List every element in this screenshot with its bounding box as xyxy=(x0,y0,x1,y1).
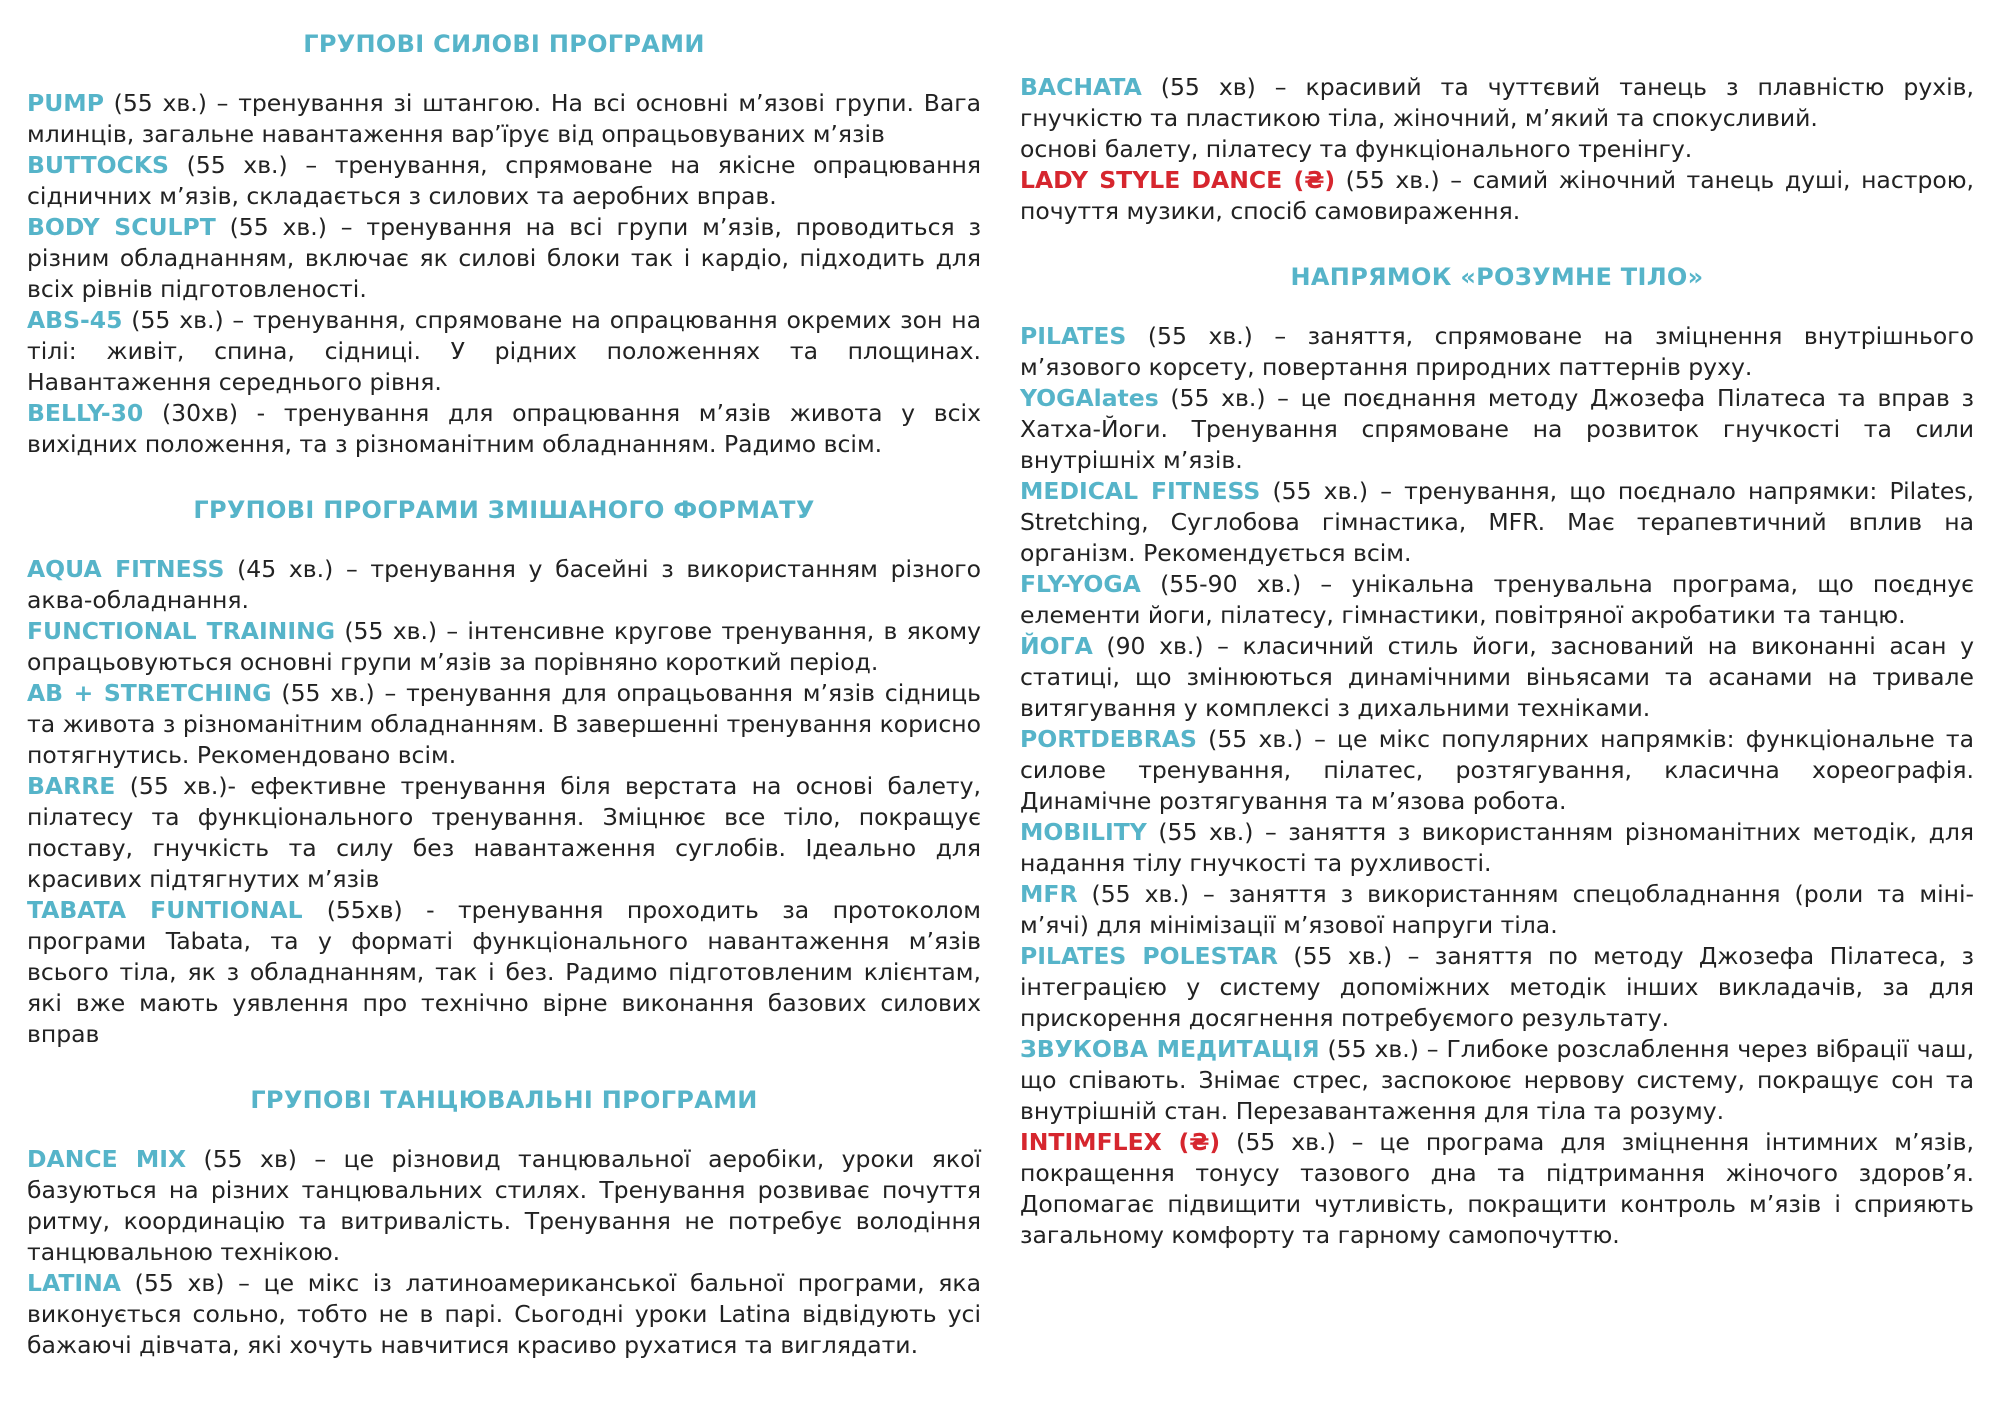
section-heading-strength: ГРУПОВІ СИЛОВІ ПРОГРАМИ xyxy=(303,30,705,58)
program-description: (55 хв) – красивий та чуттєвий танець з плавністю рухів, гнучкістю та пластикою тіла, жіночний, м’який та спокусливий. xyxy=(1020,73,1974,132)
program-description: (55 хв.) – це мікс популярних напрямків: функціональне та силове тренування, пілатес, розтягування, класична хореографія. Динамічне розтягування та м’язова робота. xyxy=(1020,725,1974,815)
program-entry xyxy=(1020,724,1974,817)
program-name: ЙОГА xyxy=(1020,632,1093,660)
program-description: (55 хв.) – тренування зі штангою. На всі основні м’язові групи. Вага млинців, загальне навантаження вар’їрує від опрацьовуваних м’язів xyxy=(27,89,981,148)
program-description: (55 хв) – це різновид танцювальної аеробіки, уроки якої базуються на різних танцювальних стилях. Тренування розвиває почуття ритму, координацію та витривалість. Тренування не потребує володіння танцювальною технікою. xyxy=(27,1145,981,1266)
program-description: (55 хв.)- ефективне тренування біля верстата на основі балету, пілатесу та функціонального тренування. Зміцнює все тіло, покращує поставу, гнучкість та силу без навантаження суглобів. Ідеально для красивих підтягнутих м’язів xyxy=(27,772,981,893)
section-heading-smart-body: НАПРЯМОК «РОЗУМНЕ ТІЛО» xyxy=(1290,263,1704,291)
program-entry xyxy=(27,616,981,678)
program-entry xyxy=(27,212,981,305)
program-description: (55 хв.) – це програма для зміцнення інтимних м’язів, покращення тонусу тазового дна та підтримання жіночого здоров’я. Допомагає підвищити чутливість, покращити контроль м’язів і сприяють загальному комфорту та гарному самопочуттю. xyxy=(1020,1128,1974,1249)
program-name: BACHATA xyxy=(1020,73,1142,101)
program-name-paid: LADY STYLE DANCE (₴) xyxy=(1020,166,1336,194)
program-entry xyxy=(1020,383,1974,476)
program-name: BODY SCULPT xyxy=(27,213,216,241)
program-entry xyxy=(1020,817,1974,879)
program-name: ABS-45 xyxy=(27,306,123,334)
program-description: (55 хв.) – заняття з використанням спецобладнання (роли та міні-м’ячі) для мінімізації м’язової напруги тіла. xyxy=(1020,880,1974,939)
program-name: TABATA FUNTIONAL xyxy=(27,896,327,924)
program-entry xyxy=(1020,476,1974,569)
continuation-line: основі балету, пілатесу та функціонального тренінгу. xyxy=(1020,135,1693,163)
program-name: BARRE xyxy=(27,772,116,800)
program-entry xyxy=(27,1144,981,1268)
program-description: (55 хв.) – Глибоке розслаблення через вібрації чаш, що співають. Знімає стрес, заспокоює нервову систему, покращує сон та внутрішній стан. Перезавантаження для тіла та розуму. xyxy=(1020,1035,1974,1125)
program-entry xyxy=(1020,72,1974,134)
right-column xyxy=(1020,72,1974,1251)
section-heading-mixed: ГРУПОВІ ПРОГРАМИ ЗМІШАНОГО ФОРМАТУ xyxy=(193,496,815,524)
program-description: (55-90 хв.) – унікальна тренувальна програма, що поєднує елементи йоги, пілатесу, гімнастики, повітряної акробатики та танцю. xyxy=(1020,570,1974,629)
program-name: PUMP xyxy=(27,89,104,117)
program-description: (55 хв.) – заняття з використанням різноманітних методік, для надання тілу гнучкості та рухливості. xyxy=(1020,818,1974,877)
program-description: (55 хв.) – тренування на всі групи м’язів, проводиться з різним обладнанням, включає як силові блоки так і кардіо, підходить для всіх рівнів підготовленості. xyxy=(27,213,981,303)
program-description: (55 хв.) – тренування для опрацьовання м’язів сідниць та живота з різноманітним обладнанням. В завершенні тренування корисно потягнутись. Рекомендовано всім. xyxy=(27,679,981,769)
program-description: (90 хв.) – класичний стиль йоги, заснований на виконанні асан у статиці, що змінюються динамічними віньясами та асанами на тривале витягування у комплексі з дихальними техніками. xyxy=(1020,632,1974,722)
program-name: YOGAlates xyxy=(1020,384,1159,412)
program-description: (55 хв.) – тренування, спрямоване на якісне опрацювання сідничних м’язів, складається з силових та аеробних вправ. xyxy=(27,151,981,210)
program-name: MFR xyxy=(1020,880,1078,908)
program-name: LATINA xyxy=(27,1269,121,1297)
program-entry xyxy=(27,305,981,398)
program-description: (55 хв) – це мікс із латиноамериканської бальної програми, яка виконується сольно, тобто не в парі. Сьогодні уроки Latina відвідують усі бажаючі дівчата, які хочуть навчитися красиво рухатися та виглядати. xyxy=(27,1269,981,1359)
program-name: PILATES xyxy=(1020,322,1127,350)
program-name: MEDICAL FITNESS xyxy=(1020,477,1261,505)
program-entry xyxy=(1020,569,1974,631)
program-description: (55 хв.) – тренування, спрямоване на опрацювання окремих зон на тілі: живіт, спина, сідниці. У рідних положеннях та площинах. Навантаження середнього рівня. xyxy=(27,306,981,396)
program-entry xyxy=(27,895,981,1050)
program-name: AB + STRETCHING xyxy=(27,679,272,707)
program-entry xyxy=(1020,941,1974,1034)
program-entry xyxy=(27,398,981,460)
program-entry xyxy=(27,554,981,616)
program-entry xyxy=(1020,631,1974,724)
program-entry xyxy=(27,1268,981,1361)
program-name: PORTDEBRAS xyxy=(1020,725,1197,753)
program-entry xyxy=(27,771,981,895)
program-description: (55 хв.) – заняття по методу Джозефа Пілатеса, з інтеграцією у систему допоміжних методік інших викладачів, за для прискорення досягнення потребуємого результату. xyxy=(1020,942,1974,1032)
program-entry xyxy=(1020,879,1974,941)
program-entry xyxy=(1020,1034,1974,1127)
left-column xyxy=(27,24,981,1361)
program-description: (55 хв.) – тренування, що поєднало напрямки: Pilates, Stretching, Суглобова гімнастика, MFR. Має терапевтичний вплив на організм. Рекомендується всім. xyxy=(1020,477,1974,567)
program-entry xyxy=(27,678,981,771)
program-name: ЗВУКОВА МЕДИТАЦІЯ xyxy=(1020,1035,1320,1063)
program-entry xyxy=(1020,321,1974,383)
program-description: (55хв) - тренування проходить за протоколом програми Tabata, та у форматі функціонального навантаження м’язів всього тіла, як з обладнанням, так і без. Радимо підготовленим клієнтам, які вже мають уявлення про технічно вірне виконання базових силових вправ xyxy=(27,896,981,1048)
program-name: AQUA FITNESS xyxy=(27,555,225,583)
program-entry-paid xyxy=(1020,165,1974,227)
program-name: FUNCTIONAL TRAINING xyxy=(27,617,336,645)
program-description: (45 хв.) – тренування у басейні з використанням різного аква-обладнання. xyxy=(27,555,982,614)
program-name-paid: INTIMFLEX (₴) xyxy=(1020,1128,1221,1156)
program-description: (55 хв.) – це поєднання методу Джозефа Пілатеса та вправ з Хатха-Йоги. Тренування спрямоване на розвиток гнучкості та сили внутрішніх м’язів. xyxy=(1020,384,1974,474)
program-description: (30хв) - тренування для опрацювання м’язів живота у всіх вихідних положення, та з різноманітним обладнанням. Радимо всім. xyxy=(27,399,981,458)
program-name: DANCE MIX xyxy=(27,1145,187,1173)
program-name: FLY-YOGA xyxy=(1020,570,1141,598)
program-name: MOBILITY xyxy=(1020,818,1147,846)
program-name: BUTTOCKS xyxy=(27,151,169,179)
program-name: BELLY-30 xyxy=(27,399,144,427)
program-entry xyxy=(27,150,981,212)
program-description: (55 хв.) – заняття, спрямоване на зміцнення внутрішнього м’язового корсету, повертання природних паттернів руху. xyxy=(1020,322,1974,381)
program-entry-paid xyxy=(1020,1127,1974,1251)
program-entry xyxy=(27,88,981,150)
section-heading-dance: ГРУПОВІ ТАНЦЮВАЛЬНІ ПРОГРАМИ xyxy=(250,1086,758,1114)
program-description: (55 хв.) – інтенсивне кругове тренування, в якому опрацьовуються основні групи м’язів за порівняно короткий період. xyxy=(27,617,982,676)
program-name: PILATES POLESTAR xyxy=(1020,942,1279,970)
program-description: (55 хв.) – самий жіночний танець душі, настрою, почуття музики, спосіб самовираження. xyxy=(1020,166,1974,225)
